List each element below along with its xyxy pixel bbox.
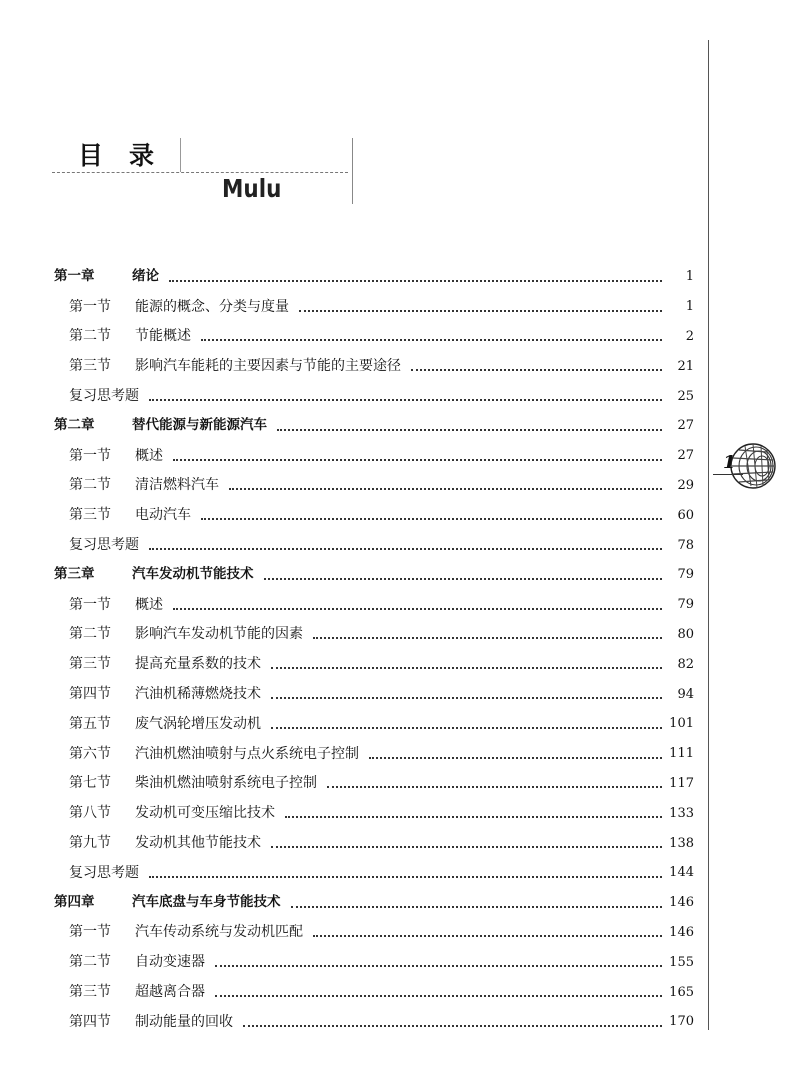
toc-page-number: 165: [669, 984, 694, 1000]
toc-entry-number: 第一节: [69, 447, 111, 464]
toc-section-row[interactable]: [54, 828, 694, 858]
table-of-contents: [54, 262, 694, 1037]
toc-page-number: 25: [677, 388, 694, 404]
toc-entry-title: 制动能量的回收: [135, 1013, 233, 1030]
toc-page-number: 78: [677, 537, 694, 553]
toc-review-row[interactable]: [54, 381, 694, 411]
toc-section-row[interactable]: [54, 351, 694, 381]
toc-section-row[interactable]: [54, 918, 694, 948]
toc-entry-number: 第一章: [54, 268, 95, 285]
toc-chapter-row[interactable]: [54, 411, 694, 441]
toc-entry-title: 汽车发动机节能技术: [132, 566, 254, 583]
toc-page-number: 21: [677, 358, 694, 374]
toc-dot-leader: [313, 637, 662, 639]
toc-page-number: 144: [669, 865, 694, 881]
toc-page-number: 1: [685, 269, 694, 285]
toc-entry-number: 第二节: [69, 477, 111, 494]
toc-dot-leader: [149, 876, 662, 878]
chapter-tab-marker: [713, 432, 779, 504]
toc-entry-title: 提高充量系数的技术: [135, 656, 261, 673]
title-divider-vertical-right: [352, 138, 353, 204]
toc-dot-leader: [299, 310, 662, 312]
toc-dot-leader: [149, 548, 662, 550]
toc-entry-title: 影响汽车发动机节能的因素: [135, 626, 303, 643]
toc-entry-title: 汽车底盘与车身节能技术: [132, 893, 281, 910]
toc-dot-leader: [277, 429, 662, 431]
toc-entry-title: 发动机其他节能技术: [135, 835, 261, 852]
toc-page-number: 138: [669, 835, 694, 851]
toc-dot-leader: [201, 339, 662, 341]
toc-entry-title: 废气涡轮增压发动机: [135, 715, 261, 732]
toc-section-row[interactable]: [54, 620, 694, 650]
toc-section-row[interactable]: [54, 649, 694, 679]
toc-page-number: 101: [669, 716, 694, 732]
toc-entry-title: 自动变速器: [135, 954, 205, 971]
toc-page-number: 27: [677, 418, 694, 434]
toc-chapter-row[interactable]: [54, 560, 694, 590]
toc-section-row[interactable]: [54, 471, 694, 501]
toc-dot-leader: [215, 965, 662, 967]
toc-entry-number: 第三节: [69, 358, 111, 375]
toc-section-row[interactable]: [54, 322, 694, 352]
toc-page-number: 29: [677, 477, 694, 493]
toc-dot-leader: [271, 846, 662, 848]
toc-section-row[interactable]: [54, 679, 694, 709]
toc-entry-number: 第二节: [69, 954, 111, 971]
chapter-tab-number: 1: [723, 452, 736, 473]
toc-section-row[interactable]: [54, 709, 694, 739]
toc-entry-title: 概述: [135, 596, 163, 613]
toc-entry-number: 第四节: [69, 686, 111, 703]
toc-page-number: 80: [677, 626, 694, 642]
toc-entry-number: 第三节: [69, 984, 111, 1001]
toc-section-row[interactable]: [54, 769, 694, 799]
toc-entry-title: 替代能源与新能源汽车: [132, 417, 267, 434]
toc-dot-leader: [149, 399, 662, 401]
toc-dot-leader: [327, 786, 662, 788]
toc-page-number: 111: [669, 746, 694, 762]
toc-entry-number: 第五节: [69, 715, 111, 732]
toc-entry-title: 影响汽车能耗的主要因素与节能的主要途径: [135, 358, 401, 375]
toc-section-row[interactable]: [54, 947, 694, 977]
page-margin-rule: [708, 40, 709, 1030]
toc-entry-title: 发动机可变压缩比技术: [135, 805, 275, 822]
toc-dot-leader: [201, 518, 662, 520]
toc-page-number: 79: [677, 597, 694, 613]
page-title: 目录: [78, 141, 181, 170]
toc-section-row[interactable]: [54, 292, 694, 322]
toc-entry-number: 第二节: [69, 626, 111, 643]
toc-entry-title: 柴油机燃油喷射系统电子控制: [135, 775, 317, 792]
toc-page-number: 1: [685, 299, 694, 315]
toc-dot-leader: [369, 757, 662, 759]
chapter-tab-underline: [713, 474, 743, 475]
toc-dot-leader: [215, 995, 662, 997]
toc-dot-leader: [229, 488, 662, 490]
toc-dot-leader: [285, 816, 662, 818]
toc-entry-number: 第七节: [69, 775, 111, 792]
toc-chapter-row[interactable]: [54, 262, 694, 292]
toc-page-number: 146: [669, 924, 694, 940]
toc-page-number: 117: [669, 775, 694, 791]
toc-entry-title: 汽车传动系统与发动机匹配: [135, 924, 303, 941]
toc-dot-leader: [264, 578, 663, 580]
toc-entry-number: 第一节: [69, 924, 111, 941]
toc-entry-number: 第四节: [69, 1013, 111, 1030]
toc-dot-leader: [173, 459, 662, 461]
toc-page-number: 146: [669, 895, 694, 911]
toc-dot-leader: [173, 608, 662, 610]
toc-entry-title: 能源的概念、分类与度量: [135, 298, 289, 315]
toc-entry-number: 第四章: [54, 893, 95, 910]
toc-entry-title: 汽油机燃油喷射与点火系统电子控制: [135, 745, 359, 762]
toc-entry-number: 第三节: [69, 507, 111, 524]
toc-section-row[interactable]: [54, 500, 694, 530]
toc-entry-title: 汽油机稀薄燃烧技术: [135, 686, 261, 703]
toc-page-number: 27: [677, 448, 694, 464]
toc-header: [52, 128, 372, 218]
toc-entry-number: 第二章: [54, 417, 95, 434]
page-subtitle: Mulu: [222, 174, 282, 203]
toc-page-number: 133: [669, 805, 694, 821]
toc-entry-number: 第一节: [69, 596, 111, 613]
toc-dot-leader: [313, 935, 662, 937]
toc-entry-title: 复习思考题: [69, 864, 139, 881]
toc-page-number: 170: [669, 1014, 694, 1030]
toc-review-row[interactable]: [54, 858, 694, 888]
toc-section-row[interactable]: [54, 441, 694, 471]
toc-page-number: 82: [677, 656, 694, 672]
toc-page-number: 155: [669, 954, 694, 970]
toc-dot-leader: [271, 667, 662, 669]
title-divider-horizontal: [52, 172, 348, 173]
toc-chapter-row[interactable]: [54, 888, 694, 918]
toc-dot-leader: [271, 697, 662, 699]
toc-page-number: 2: [685, 328, 694, 344]
toc-dot-leader: [243, 1025, 662, 1027]
toc-page-number: 94: [677, 686, 694, 702]
toc-entry-number: 第三章: [54, 566, 95, 583]
toc-entry-number: 第二节: [69, 328, 111, 345]
toc-section-row[interactable]: [54, 977, 694, 1007]
toc-section-row[interactable]: [54, 798, 694, 828]
toc-entry-title: 清洁燃料汽车: [135, 477, 219, 494]
toc-entry-number: 第一节: [69, 298, 111, 315]
toc-entry-title: 概述: [135, 447, 163, 464]
toc-review-row[interactable]: [54, 530, 694, 560]
toc-entry-number: 第九节: [69, 835, 111, 852]
toc-entry-number: 第三节: [69, 656, 111, 673]
toc-entry-title: 超越离合器: [135, 984, 205, 1001]
toc-page-number: 79: [677, 567, 694, 583]
toc-section-row[interactable]: [54, 1007, 694, 1037]
toc-entry-title: 绪论: [132, 268, 159, 285]
toc-entry-number: 第八节: [69, 805, 111, 822]
toc-entry-title: 复习思考题: [69, 388, 139, 405]
toc-dot-leader: [169, 280, 662, 282]
toc-section-row[interactable]: [54, 739, 694, 769]
toc-entry-number: 第六节: [69, 745, 111, 762]
toc-entry-title: 电动汽车: [135, 507, 191, 524]
toc-page-number: 60: [677, 507, 694, 523]
toc-entry-title: 节能概述: [135, 328, 191, 345]
toc-entry-title: 复习思考题: [69, 537, 139, 554]
toc-section-row[interactable]: [54, 590, 694, 620]
toc-dot-leader: [411, 369, 662, 371]
toc-dot-leader: [291, 906, 663, 908]
title-divider-vertical: [180, 138, 181, 172]
toc-dot-leader: [271, 727, 662, 729]
